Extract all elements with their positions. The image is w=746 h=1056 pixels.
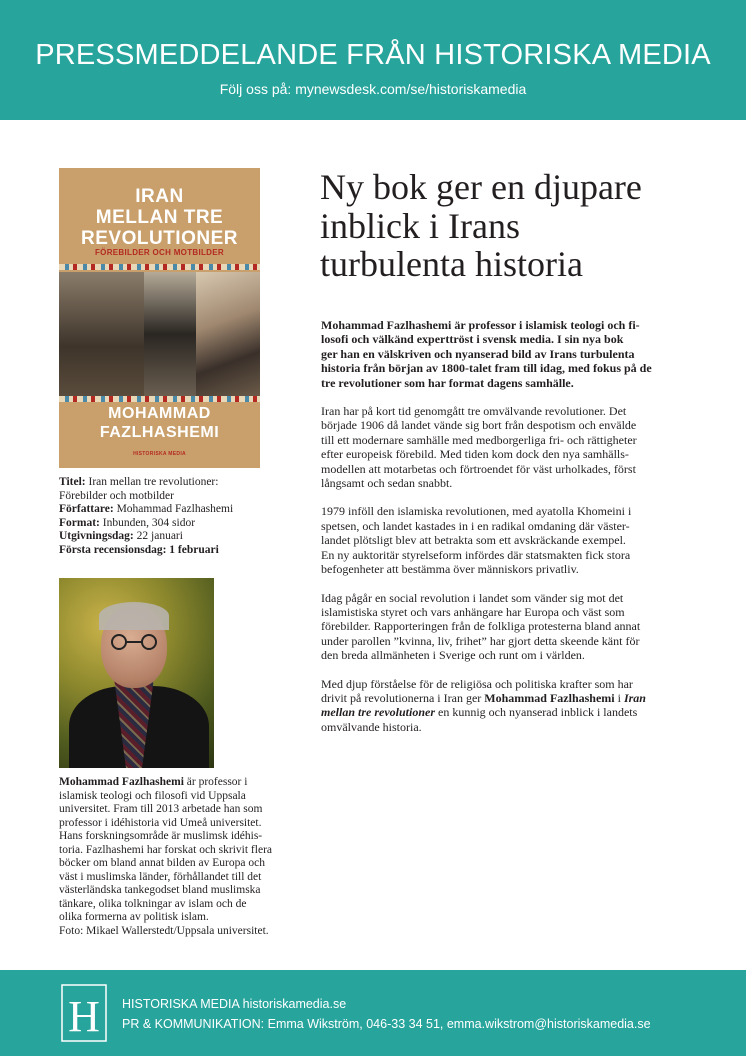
bio-line: väst i muslimska länder, förhållandet till det bbox=[59, 870, 262, 883]
bio-line: islamisk teologi och filosofi vid Uppsala bbox=[59, 789, 246, 802]
book-info bbox=[59, 476, 259, 558]
photo-hair bbox=[99, 602, 169, 630]
value: Mohammad Fazlhashemi bbox=[113, 503, 234, 516]
cover-title-line: REVOLUTIONER bbox=[81, 228, 238, 249]
label: Författare: bbox=[59, 503, 114, 516]
book-review-info bbox=[59, 544, 259, 558]
label: Första recensionsdag: 1 februari bbox=[59, 543, 219, 556]
article-lead bbox=[321, 318, 681, 390]
text-line: under parollen ”kvinna, liv, frihet” har gjort detta skeende känt för bbox=[321, 633, 640, 648]
cover-author-line: MOHAMMAD bbox=[108, 405, 211, 422]
logo-letter: H bbox=[68, 992, 100, 1041]
bio-line: är professor i bbox=[183, 776, 248, 788]
text-segment: en kunnig och nyanserad inblick i landets bbox=[435, 705, 638, 720]
headline-line: turbulenta historia bbox=[320, 244, 583, 284]
book-format-info bbox=[59, 517, 259, 531]
cover-author bbox=[59, 404, 260, 442]
cover-photo-collage bbox=[59, 272, 260, 396]
bio-name: Mohammad Fazlhashemi bbox=[59, 776, 184, 788]
text-line: ger han en välskriven och nyanserad bild av Irans turbulenta bbox=[321, 346, 635, 361]
author-photo bbox=[59, 578, 214, 768]
footer-contact: PR & KOMMUNIKATION: Emma Wikström, 046-33 34 51, emma.wikstrom@historiskamedia.se bbox=[122, 1017, 651, 1031]
headline-line: inblick i Irans bbox=[320, 205, 520, 246]
text-line: befogenheter att bestämma över människors privatliv. bbox=[321, 562, 579, 577]
text-line: Mohammad Fazlhashemi är professor i islamisk teologi och fi- bbox=[321, 318, 640, 332]
cover-title bbox=[59, 186, 260, 249]
bio-line: västerländska tankegodset bland muslimska bbox=[59, 884, 261, 896]
cover-photo-protest bbox=[196, 272, 260, 396]
page-header bbox=[0, 0, 746, 120]
website-link[interactable]: historiskamedia.se bbox=[239, 997, 347, 1011]
historiska-media-logo bbox=[61, 984, 107, 1042]
text-line: landet plötsligt blev att betrakta som ett avskräckande exempel. bbox=[321, 533, 626, 548]
page-title bbox=[320, 168, 720, 284]
book-cover bbox=[59, 168, 260, 468]
text-line: efter europeisk förebild. Med tiden kom dock den nya samhälls- bbox=[321, 447, 629, 462]
cover-ornament-band bbox=[59, 396, 260, 402]
text-line: Idag pågår en social revolution i landet som vänder sig mot det bbox=[321, 590, 624, 605]
bio-line: professor i idéhistoria vid Umeå universitet. bbox=[59, 816, 262, 829]
page-footer bbox=[0, 970, 746, 1056]
cover-publisher: HISTORISKA MEDIA bbox=[133, 451, 186, 457]
article-paragraph-2 bbox=[321, 504, 681, 576]
book-title: Iran bbox=[623, 690, 646, 705]
label: Format: bbox=[59, 516, 100, 529]
book-title: mellan tre revolutioner bbox=[321, 705, 435, 720]
headline-line: Ny bok ger en djupare bbox=[320, 167, 642, 207]
bio-line: olika formerna av politisk islam. bbox=[59, 911, 209, 923]
article-paragraph-1 bbox=[321, 404, 681, 490]
bio-line: toria. Fazlhashemi har forskat och skrivit flera bbox=[59, 843, 272, 856]
book-release-info bbox=[59, 530, 259, 544]
author-bio bbox=[59, 776, 299, 938]
text-line: historia från början av 1800-talet fram till idag, med fokus på de bbox=[321, 361, 652, 376]
cover-title-line: IRAN bbox=[135, 186, 184, 207]
value: Iran mellan tre revolutioner: Förebilder och motbilder bbox=[59, 476, 219, 502]
cover-subtitle: FÖREBILDER OCH MOTBILDER bbox=[95, 248, 224, 257]
text-line: 1979 inföll den islamiska revolutionen, med ayatolla Khomeini i bbox=[321, 504, 632, 519]
bio-paragraph bbox=[59, 776, 299, 790]
text-line: den breda allmänheten i Sverige och runt om i världen. bbox=[321, 648, 585, 663]
text-line: Iran har på kort tid genomgått tre omvälvande revolutioner. Det bbox=[321, 404, 627, 419]
text-line: Med djup förståelse för de religiösa och politiska krafter som har bbox=[321, 676, 633, 691]
cover-ornament-band bbox=[59, 264, 260, 270]
text-segment: drivit på revolutionerna i Iran ger bbox=[321, 690, 485, 705]
header-title: PRESSMEDDELANDE FRÅN HISTORISKA MEDIA bbox=[35, 39, 711, 71]
article-body bbox=[321, 318, 681, 748]
cover-title-line: MELLAN TRE bbox=[95, 207, 224, 228]
photo-credit: Foto: Mikael Wallerstedt/Uppsala universitet. bbox=[59, 924, 269, 937]
text-line: förebilder. Rapporteringen från de folkliga protesterna bland annat bbox=[321, 619, 641, 634]
header-follow-link[interactable]: Följ oss på: mynewsdesk.com/se/historiskamedia bbox=[219, 81, 527, 97]
cover-photo-khomeini bbox=[144, 272, 196, 396]
text-line: spetsen, och landet kastades in i en radikal omdaning där väster- bbox=[321, 518, 630, 533]
bio-line: universitet. Fram till 2013 arbetade han som bbox=[59, 803, 263, 815]
footer-brand bbox=[122, 996, 346, 1012]
text-line: omvälvande historia. bbox=[321, 719, 422, 734]
author-name: Mohammad Fazlhashemi bbox=[484, 690, 615, 705]
label: Titel: bbox=[59, 476, 86, 488]
text-line: började 1906 då landet vände sig bort från despotism och envälde bbox=[321, 418, 637, 433]
cover-photo-historic bbox=[59, 272, 144, 396]
text-line: långsamt och sedan snabbt. bbox=[321, 476, 453, 491]
value: 22 januari bbox=[133, 530, 183, 543]
bio-line: tänkare, olika tolkningar av islam och de bbox=[59, 897, 247, 910]
label: Utgivningsdag: bbox=[59, 530, 134, 543]
brand-name: HISTORISKA MEDIA bbox=[122, 997, 240, 1011]
text-line: modellen att motarbetas och förtroendet för väst urholkades, först bbox=[321, 461, 636, 476]
bio-line: Hans forskningsområde är muslimsk idéhis- bbox=[59, 830, 263, 842]
article-paragraph-4 bbox=[321, 677, 681, 735]
value: Inbunden, 304 sidor bbox=[99, 516, 196, 529]
book-author-info bbox=[59, 503, 259, 517]
text-line: tre revolutioner som har format dagens samhälle. bbox=[321, 375, 574, 390]
text-line: losofi och välkänd experttröst i svensk media. I sin nya bok bbox=[321, 332, 624, 347]
text-line: En ny auktoritär styrelseform infördes där statsmakten fick stora bbox=[321, 547, 631, 562]
book-title-info bbox=[59, 476, 259, 503]
text-line: islamistiska styret och vars anhängare har Europa och väst som bbox=[321, 604, 625, 619]
bio-line: böcker om bland annat bilden av Europa och bbox=[59, 857, 265, 869]
text-line: till ett modernare samhälle med medborgerliga fri- och rättigheter bbox=[321, 432, 637, 447]
glasses-icon bbox=[103, 634, 167, 650]
article-paragraph-3 bbox=[321, 591, 681, 663]
cover-author-line: FAZLHASHEMI bbox=[99, 424, 220, 441]
text-segment: i bbox=[614, 690, 624, 705]
